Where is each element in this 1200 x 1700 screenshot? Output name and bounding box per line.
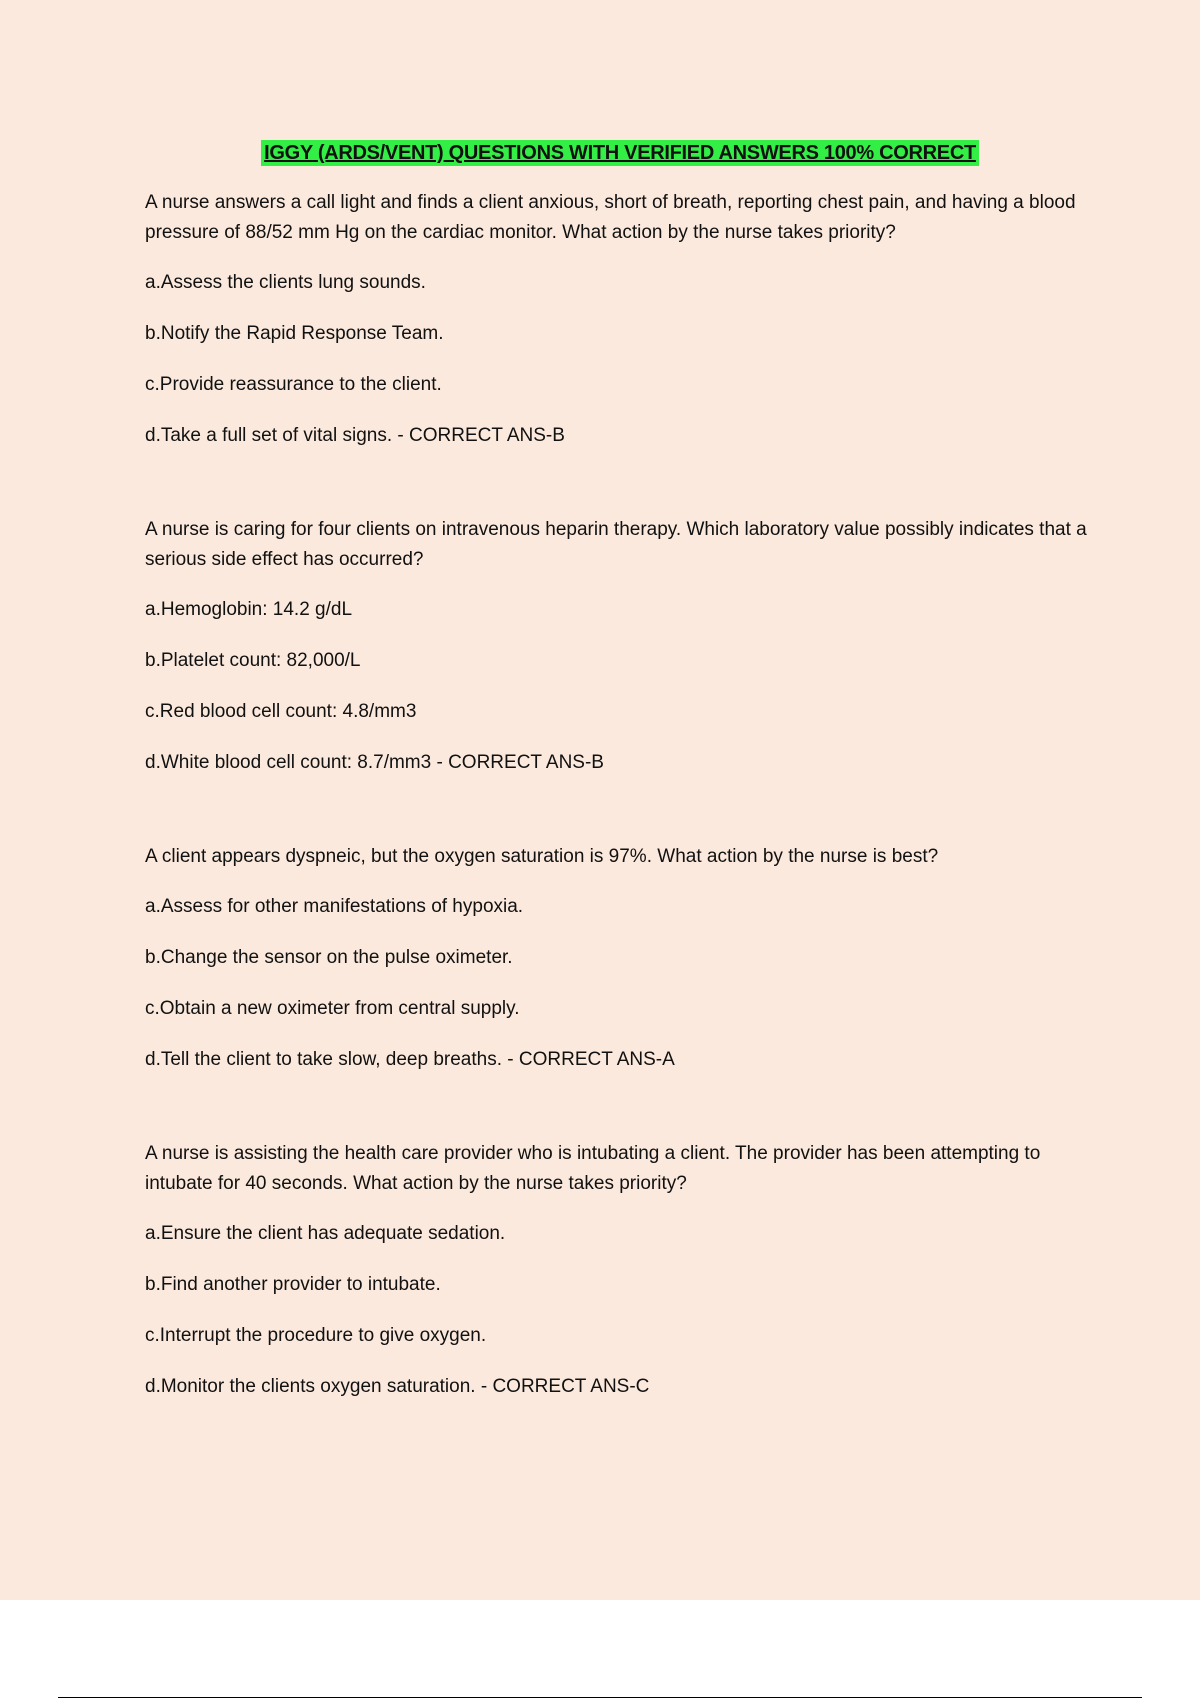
answer-option-a: a.Hemoglobin: 14.2 g/dL xyxy=(145,599,353,620)
footer-divider xyxy=(58,1697,1142,1698)
question-block-4 xyxy=(145,1139,1095,1402)
question-text: A nurse answers a call light and finds a client anxious, short of breath, reporting chest pain, and having a blood pressure of 88/52 mm Hg on the cardiac monitor. What action by the nurse takes priority? xyxy=(145,192,1076,243)
question-block-1 xyxy=(145,188,1095,451)
answer-option-d: d.Monitor the clients oxygen saturation. - CORRECT ANS-C xyxy=(145,1376,650,1397)
answer-option-c: c.Provide reassurance to the client. xyxy=(145,374,442,395)
title-container xyxy=(145,140,1095,166)
document-content xyxy=(145,140,1095,1423)
answer-option-b: b.Change the sensor on the pulse oximeter. xyxy=(145,947,513,968)
answer-option-a: a.Ensure the client has adequate sedation. xyxy=(145,1223,506,1244)
answer-option-c: c.Red blood cell count: 4.8/mm3 xyxy=(145,701,417,722)
answer-option-d: d.White blood cell count: 8.7/mm3 - CORRECT ANS-B xyxy=(145,752,604,773)
answer-option-b: b.Notify the Rapid Response Team. xyxy=(145,323,444,344)
answer-option-d: d.Take a full set of vital signs. - CORRECT ANS-B xyxy=(145,425,565,446)
question-text: A client appears dyspneic, but the oxygen saturation is 97%. What action by the nurse is best? xyxy=(145,846,939,867)
answer-option-b: b.Platelet count: 82,000/L xyxy=(145,650,361,671)
question-text: A nurse is assisting the health care provider who is intubating a client. The provider has been attempting to intubate for 40 seconds. What action by the nurse takes priority? xyxy=(145,1143,1041,1194)
answer-option-c: c.Interrupt the procedure to give oxygen. xyxy=(145,1325,487,1346)
answer-option-b: b.Find another provider to intubate. xyxy=(145,1274,441,1295)
question-block-2 xyxy=(145,515,1095,778)
answer-option-d: d.Tell the client to take slow, deep breaths. - CORRECT ANS-A xyxy=(145,1049,675,1070)
answer-option-c: c.Obtain a new oximeter from central supply. xyxy=(145,998,520,1019)
document-title: IGGY (ARDS/VENT) QUESTIONS WITH VERIFIED ANSWERS 100% CORRECT xyxy=(261,140,979,166)
question-text: A nurse is caring for four clients on intravenous heparin therapy. Which laboratory value possibly indicates that a serious side effect has occurred? xyxy=(145,519,1087,570)
answer-option-a: a.Assess for other manifestations of hypoxia. xyxy=(145,896,524,917)
answer-option-a: a.Assess the clients lung sounds. xyxy=(145,272,426,293)
question-block-3 xyxy=(145,842,1095,1075)
